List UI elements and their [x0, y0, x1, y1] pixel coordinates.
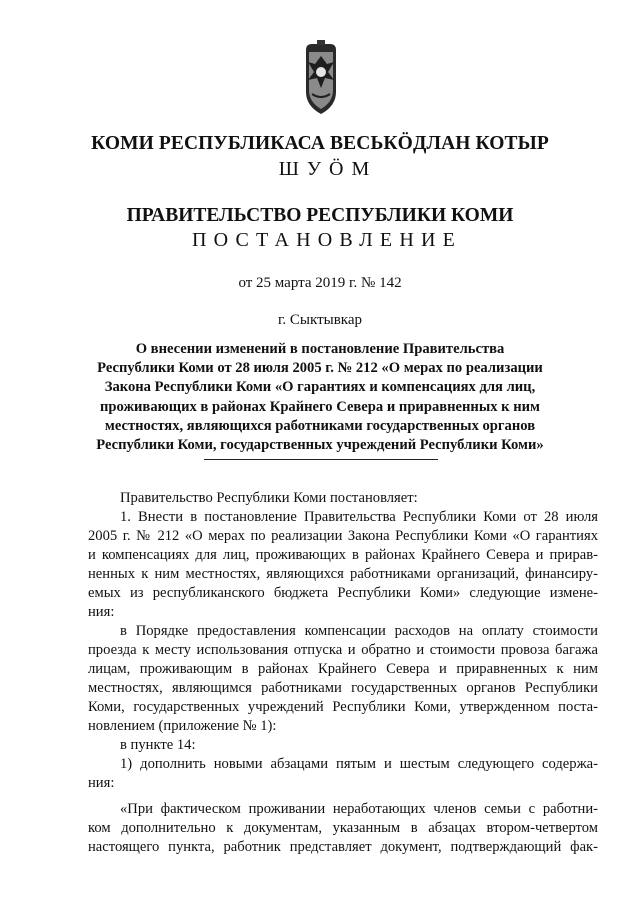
- body-line: 1. Внести в постановление Правительства Республики Коми от 28 июля: [120, 509, 598, 525]
- body-line: Коми, государственных учреждений Республики Коми, утвержденном поста-: [88, 699, 598, 715]
- body-line: Правительство Республики Коми постановляет:: [120, 490, 418, 506]
- document-title: [70, 340, 570, 455]
- body-line: 1) дополнить новыми абзацами пятым и шестым следующего содержа-: [120, 756, 598, 772]
- body-line: 2005 г. № 212 «О мерах по реализации Закона Республики Коми «О гарантиях: [88, 528, 598, 544]
- body-line: ния:: [88, 604, 115, 620]
- body-line: лицам, проживающим в районах Крайнего Севера и приравненных к ним: [88, 661, 598, 677]
- title-line: проживающих в районах Крайнего Севера и приравненных к ним: [99, 398, 540, 415]
- title-line: местностях, являющихся работниками государственных органов: [104, 417, 536, 434]
- title-line: Республики Коми, государственных учреждений Республики Коми»: [96, 437, 544, 454]
- body-line: ния:: [88, 775, 115, 791]
- body-line: и компенсациях для лиц, проживающих в районах Крайнего Севера и прирав-: [88, 547, 598, 563]
- body-line: в Порядке предоставления компенсации расходов на оплату стоимости: [120, 623, 598, 639]
- title-line: Республики Коми от 28 июля 2005 г. № 212 «О мерах по реализации: [97, 360, 543, 377]
- coat-of-arms-emblem: [298, 40, 344, 118]
- document-date-number: от 25 марта 2019 г. № 142: [238, 275, 402, 291]
- body-line: новлением (приложение № 1):: [88, 718, 277, 734]
- body-line: «При фактическом проживании неработающих членов семьи с работни-: [120, 801, 598, 817]
- document-type-heading: ПОСТАНОВЛЕНИЕ: [191, 229, 463, 251]
- body-line: проезда к месту использования отпуска и обратно и стоимости провоза багажа: [88, 642, 598, 658]
- body-line: в пункте 14:: [120, 737, 196, 753]
- title-line: Закона Республики Коми «О гарантиях и компенсациях для лиц,: [104, 379, 536, 396]
- government-header-title: ПРАВИТЕЛЬСТВО РЕСПУБЛИКИ КОМИ: [126, 205, 514, 226]
- body-line: настоящего пункта, работник представляет документ, подтверждающий фак-: [88, 839, 598, 855]
- document-city: г. Сыктывкар: [277, 312, 363, 328]
- title-divider: [204, 459, 438, 460]
- body-line: емых из республиканского бюджета Республики Коми» следующие измене-: [88, 585, 598, 601]
- body-line: ненных к ним местностях, являющихся работниками организаций, финансиру-: [88, 566, 598, 582]
- body-line: местностях, являющимся работниками государственных органов Республики: [88, 680, 598, 696]
- komi-header-title: КОМИ РЕСПУБЛИКАСА ВЕСЬКӦДЛАН КОТЫР: [91, 133, 549, 154]
- title-line: О внесении изменений в постановление Правительства: [135, 341, 505, 357]
- body-line: ком дополнительно к документам, указанным в абзацах втором-четвертом: [88, 820, 598, 836]
- komi-header-subtitle: ШУӦМ: [278, 158, 378, 180]
